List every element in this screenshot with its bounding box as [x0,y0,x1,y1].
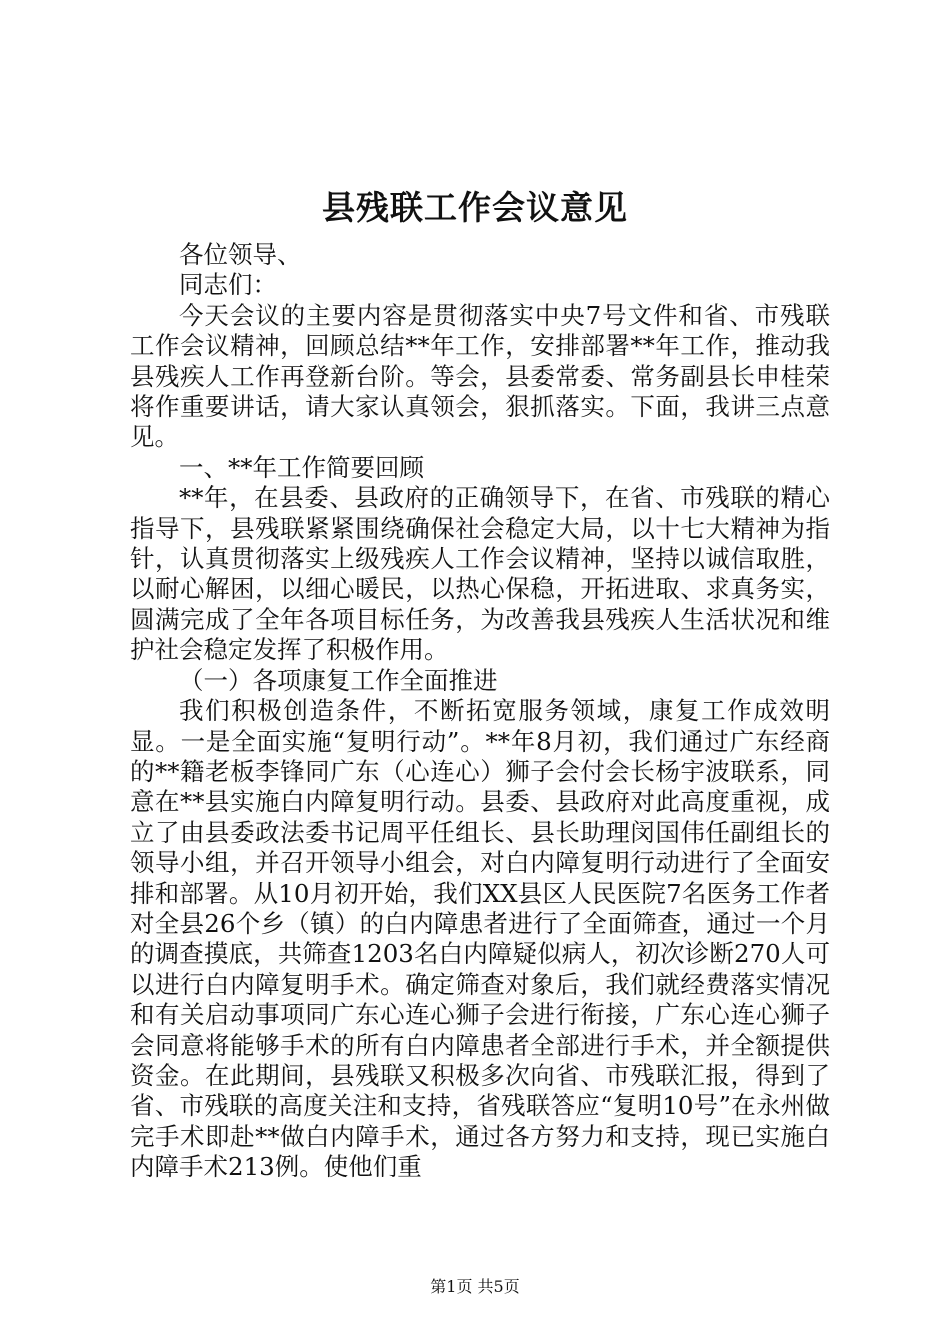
review-paragraph: **年，在县委、县政府的正确领导下，在省、市残联的精心指导下，县残联紧紧围绕确保社会稳定大局，以十七大精神为指针，认真贯彻落实上级残疾人工作会议精神，坚持以诚信取胜，以耐心解困，以细心暖民，以热心保稳，开拓进取、求真务实，圆满完成了全年各项目标任务，为改善我县残疾人生活状况和维护社会稳定发挥了积极作用。 [130,483,830,665]
intro-paragraph: 今天会议的主要内容是贯彻落实中央7号文件和省、市残联工作会议精神，回顾总结**年工作，安排部署**年工作，推动我县残疾人工作再登新台阶。等会，县委常委、常务副县长申桂荣将作重要讲话，请大家认真领会，狠抓落实。下面，我讲三点意见。 [130,300,830,452]
document-title: 县残联工作会议意见 [322,188,628,227]
subsection-heading-1: （一）各项康复工作全面推进 [179,665,498,695]
page-number-footer: 第1页 共5页 [430,1277,520,1296]
rehabilitation-paragraph: 我们积极创造条件，不断拓宽服务领域，康复工作成效明显。一是全面实施“复明行动”。**年8月初，我们通过广东经商的**籍老板李锋同广东（心连心）狮子会付会长杨宇波联系，同意在**县实施白内障复明行动。县委、县政府对此高度重视，成立了由县委政法委书记周平任组长、县长助理闵国伟任副组长的领导小组，并召开领导小组会，对白内障复明行动进行了全面安排和部署。从10月初开始，我们XX县区人民医院7名医务工作者对全县26个乡（镇）的白内障患者进行了全面筛查，通过一个月的调查摸底，共筛查1203名白内障疑似病人，初次诊断270人可以进行白内障复明手术。确定筛查对象后，我们就经费落实情况和有关启动事项同广东心连心狮子会进行衔接，广东心连心狮子会同意将能够手术的所有白内障患者全部进行手术，并全额提供资金。在此期间，县残联又积极多次向省、市残联汇报，得到了省、市残联的高度关注和支持，省残联答应“复明10号”在永州做完手术即赴**做白内障手术，通过各方努力和支持，现已实施白内障手术213例。使他们重 [130,696,830,1182]
salutation-line-2: 同志们： [179,270,277,300]
document-body [130,240,830,1183]
section-heading-1: 一、**年工作简要回顾 [179,452,424,482]
salutation-line-1: 各位领导、 [179,240,302,269]
